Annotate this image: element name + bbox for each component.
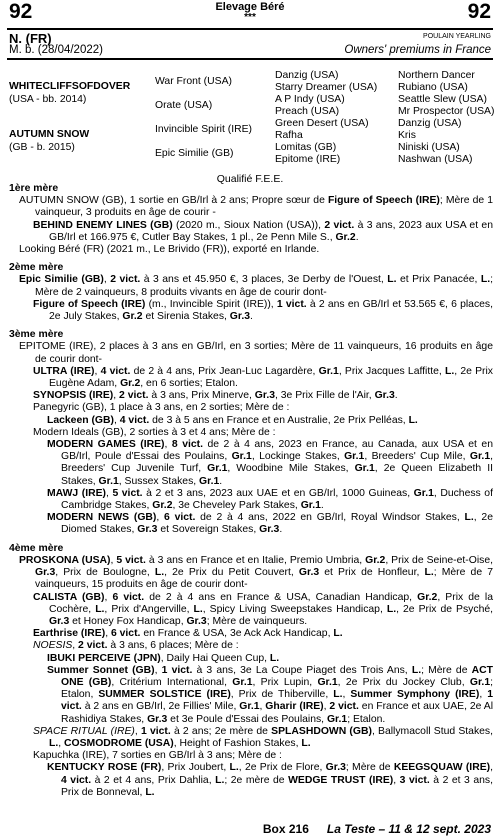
section-title-4th-dam: 4ème mère xyxy=(9,542,64,554)
produce-entry: NOESIS, 2 vict. à 3 ans, 6 places; Mère de : xyxy=(33,640,239,652)
breeder-name: Elevage Béré xyxy=(215,1,285,13)
produce-entry: Lackeen (GB), 4 vict. de 3 à 5 ans en France et en Australie, 2e Prix Pelléas, L. xyxy=(47,414,418,426)
pedigree-gen2: Orate (USA) xyxy=(155,100,213,111)
footer xyxy=(263,822,491,836)
pedigree-gen2: Epic Similie (GB) xyxy=(155,148,234,159)
rating-stars: *** xyxy=(244,12,256,23)
produce-entry: SPACE RITUAL (IRE), 1 vict. à 2 ans; 2e mère de SPLASHDOWN (GB), Ballymacoll Stud Stakes, L., COSMODROME (USA), Height of Fashion Stakes, L. xyxy=(33,725,494,749)
qualification: Qualifié F.E.E. xyxy=(216,173,284,185)
produce-record xyxy=(9,183,493,799)
section-title-2nd-dam: 2ème mère xyxy=(9,262,64,274)
produce-entry: BEHIND ENEMY LINES (GB) (2020 m., Sioux Nation (USA)), 2 vict. à 3 ans, 2023 aux USA et en GB/Irl et 166.975 €, Cutler Bay Stakes, 1 pl., 2e Penn Mile S., Gr.2. xyxy=(33,219,493,243)
produce-entry: Earthrise (IRE), 6 vict. en France & USA, 3e Ack Ack Handicap, L. xyxy=(33,628,343,640)
section-title-1st-dam: 1ère mère xyxy=(9,183,59,194)
divider xyxy=(7,58,493,60)
pedigree-gen4: Rubiano (USA) xyxy=(398,82,468,93)
pedigree-gen3: Epitome (IRE) xyxy=(275,154,341,165)
produce-entry: SYNOPSIS (IRE), 2 vict. à 3 ans, Prix Minerve, Gr.3, 3e Prix Fille de l'Air, Gr.3. xyxy=(33,390,398,402)
pedigree-gen4: Northern Dancer xyxy=(398,70,475,81)
produce-entry: Figure of Speech (IRE) (m., Invincible Spirit (IRE)), 1 vict. à 2 ans en GB/Irl et 53.565 €, 6 places, 2e July Stakes, Gr.2 et Sirenia Stakes, Gr.3. xyxy=(33,298,493,323)
sire-name: WHITECLIFFSOFDOVER xyxy=(9,81,131,92)
category-label: POULAIN YEARLING xyxy=(423,33,491,40)
sex-country: N. (FR) xyxy=(9,31,52,46)
pedigree-gen3: A P Indy (USA) xyxy=(275,94,345,105)
produce-entry: ULTRA (IRE), 4 vict. de 2 à 4 ans, Prix Jean-Luc Lagardère, Gr.1, Prix Jacques Laffitte, L., 2e Prix Eugène Adam, Gr.2, en 6 sorties; Etalon. xyxy=(33,365,493,390)
produce-entry: Summer Sonnet (GB), 1 vict. à 3 ans, 3e La Coupe Piaget des Trois Ans, L.; Mère de ACT ONE (GB), Critérium International, Gr.1, Prix Lupin, Gr.1, 2e Prix du Jockey Club, Gr.1; Etalon, SUMMER SOLSTICE (IRE), Prix de Thiberville, L., Summer Symphony (IRE), 1 vict. à 2 ans en GB/Irl, 2e Fillies' Mile, Gr.1, Gharir (IRE), 2 vict. en France et aux UAE, 2e Al Rashidiya Stakes, Gr.3 et 3e Poule d'Essai des Poulains, Gr.1; Etalon. xyxy=(47,664,494,725)
produce-entry: Panegyric (GB), 1 place à 3 ans, en 2 sorties; Mère de : xyxy=(33,402,290,414)
pedigree-gen3: Lomitas (GB) xyxy=(275,142,337,153)
produce-entry: MODERN NEWS (GB), 6 vict. de 2 à 4 ans, 2022 en GB/Irl, Royal Windsor Stakes, L., 2e Diomed Stakes, Gr.3 et Sovereign Stakes, Gr.3. xyxy=(47,512,493,536)
pedigree-gen2: Invincible Spirit (IRE) xyxy=(155,124,253,135)
pedigree-gen4: Seattle Slew (USA) xyxy=(398,94,487,105)
birth-info: M. b. (28/04/2022) xyxy=(9,44,103,56)
dam-paragraph: AUTUMN SNOW (GB), 1 sortie en GB/Irl à 2 ans; Propre sœur de Figure of Speech (IRE); Mère de 1 vainqueur, 3 produits en âge de courir - xyxy=(19,195,494,219)
pedigree-gen4: Nashwan (USA) xyxy=(398,154,473,165)
pedigree-gen3: Preach (USA) xyxy=(275,106,340,117)
pedigree-gen2: War Front (USA) xyxy=(155,76,232,87)
dam-paragraph: Epic Similie (GB), 2 vict. à 3 ans et 45.950 €, 3 places, 3e Derby de l'Ouest, L. et Prix Panacée, L.; Mère de 2 vainqueurs, 8 produits vivants en âge de courir dont- xyxy=(19,274,493,298)
dam-paragraph: PROSKONA (USA), 5 vict. à 3 ans en France et en Italie, Premio Umbria, Gr.2, Prix de Seine-et-Oise, Gr.3, Prix de Boulogne, L., 2e Prix du Petit Couvert, Gr.3 et Prix de Honfleur, L.; Mère de 7 vainqueurs, 15 produits en âge de courir dont- xyxy=(19,554,494,591)
pedigree-gen4: Mr Prospector (USA) xyxy=(398,106,495,117)
sale-info: La Teste – 11 & 12 sept. 2023 xyxy=(326,822,491,836)
pedigree-gen3: Starry Dreamer (USA) xyxy=(275,82,378,93)
lot-number-right: 92 xyxy=(467,0,491,23)
pedigree-gen3: Green Desert (USA) xyxy=(275,118,369,129)
divider xyxy=(7,28,493,30)
dam-name: AUTUMN SNOW xyxy=(9,129,90,140)
pedigree-gen3: Rafha xyxy=(275,130,303,141)
dam-info: (GB - b. 2015) xyxy=(9,142,75,153)
produce-entry: Kapuchka (IRE), 7 sorties en GB/Irl à 3 ans; Mère de : xyxy=(33,750,282,762)
section-title-3rd-dam: 3ème mère xyxy=(9,329,64,341)
produce-entry: MODERN GAMES (IRE), 8 vict. de 2 à 4 ans, 2023 en France, au Canada, aux USA et en GB/Irl, Poule d'Essai des Poulains, Gr.1, Lockinge Stakes, Gr.1, Breeders' Cup Mile, Gr.1, Breeders' Cup Juvenile Turf, Gr.1, Woodbine Mile Stakes, Gr.1, 2e Queen Elizabeth II Stakes, Gr.1, Sussex Stakes, Gr.1. xyxy=(47,439,493,487)
pedigree-gen3: Danzig (USA) xyxy=(275,70,339,81)
produce-entry: CALISTA (GB), 6 vict. de 2 à 4 ans en France & USA, Canadian Handicap, Gr.2, Prix de la Cochère, L., Prix d'Angerville, L., Spicy Living Sweepstakes Handicap, L., 2e Prix de Psyché, Gr.3 et Honey Fox Handicap, Gr.3; Mère de vainqueurs. xyxy=(33,591,494,627)
produce-entry: Looking Béré (FR) (2021 m., Le Brivido (FR)), exporté en Irlande. xyxy=(19,244,320,256)
produce-entry: MAWJ (IRE), 5 vict. à 2 et 3 ans, 2023 aux UAE et en GB/Irl, 1000 Guineas, Gr.1, Duchess of Cambridge Stakes, Gr.2, 3e Cheveley Park Stakes, Gr.1. xyxy=(47,487,493,512)
lot-number: 92 xyxy=(9,0,33,23)
produce-entry: KENTUCKY ROSE (FR), Prix Joubert, L., 2e Prix de Flore, Gr.3; Mère de KEEGSQUAW (IRE), 4 vict. à 2 et 4 ans, Prix Dahlia, L.; 2e mère de WEDGE TRUST (IRE), 3 vict. à 2 et 3 ans, Prix de Bonneval, L. xyxy=(47,762,493,798)
premiums-note: Owners' premiums in France xyxy=(344,44,491,56)
box-number: Box 216 xyxy=(262,822,309,836)
pedigree-gen4: Niniski (USA) xyxy=(398,142,460,153)
produce-entry: IBUKI PERCEIVE (JPN), Daily Hai Queen Cup, L. xyxy=(47,652,280,664)
pedigree-gen4: Kris xyxy=(398,130,416,141)
produce-entry: Modern Ideals (GB), 2 sorties à 3 et 4 ans; Mère de : xyxy=(33,426,276,438)
dam-paragraph: EPITOME (IRE), 2 places à 3 ans en GB/Irl, en 3 sorties; Mère de 11 vainqueurs, 16 produits en âge de courir dont- xyxy=(19,341,493,365)
sire-info: (USA - bb. 2014) xyxy=(9,94,87,105)
pedigree-gen4: Danzig (USA) xyxy=(398,118,462,129)
